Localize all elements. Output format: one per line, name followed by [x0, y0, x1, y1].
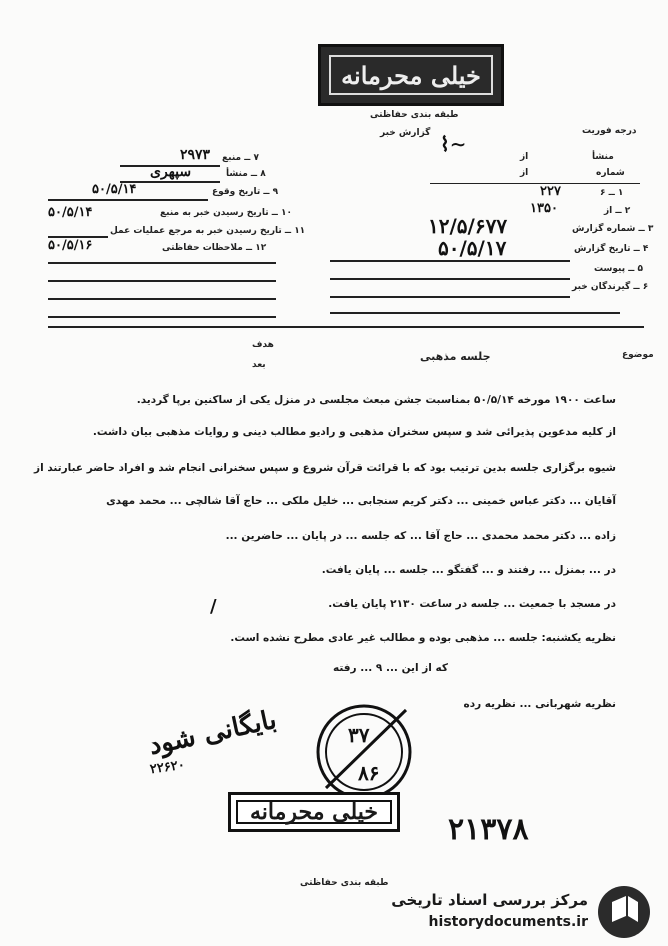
body-line: که از این ... ۹ ... رفته: [333, 662, 448, 674]
field-2-value: ۱۳۵۰: [530, 201, 558, 216]
subject-side-b: بعد: [252, 360, 266, 370]
bottom-stamp-text: خیلی محرمانه: [249, 799, 379, 825]
archive-note: بایگانی شود: [146, 704, 280, 762]
top-secret-stamp: [318, 44, 504, 106]
footer-title: مرکز بررسی اسناد تاریخی: [391, 891, 588, 909]
origin-label: منشأ: [592, 152, 614, 162]
field-4-label: ۴ ــ تاریخ گزارش: [574, 244, 649, 254]
circular-stamp: [312, 700, 416, 804]
divider: [330, 296, 570, 298]
office-line: طبقه بندی حفاظتی: [370, 110, 459, 120]
closing-line: نظریه شهربانی ... نظریه رده: [463, 698, 616, 710]
footer-url[interactable]: historydocuments.ir: [428, 914, 588, 930]
field-4-value: ۵۰/۵/۱۷: [438, 236, 507, 260]
bottom-secret-stamp: [228, 792, 400, 832]
subject-side-a: هدف: [252, 340, 274, 350]
body-line: زاده ... دکتر محمد محمدی ... حاج آقا ... که جلسه ... در پایان ... حاضرین ...: [225, 530, 616, 542]
field-6-label: ۶ ــ گیرندگان خبر: [572, 282, 649, 292]
subject-text: جلسه مذهبی: [420, 350, 491, 363]
body-line: نظریه یکشنبه: جلسه ... مذهبی بوده و مطالب غیر عادی مطرح نشده است.: [230, 632, 616, 644]
field-10-value: ۵۰/۵/۱۴: [48, 205, 93, 220]
divider: [330, 278, 570, 280]
divider: [48, 298, 276, 300]
body-line: آقایان ... دکتر عباس خمینی ... دکتر کریم سنجابی ... خلیل ملکی ... حاج آقا شالچی ... محمد مهدی: [106, 495, 616, 507]
archive-logo-icon: [594, 882, 654, 942]
report-line: گزارش خبر: [380, 128, 431, 138]
check-mark: /: [210, 596, 217, 617]
number-label: شماره: [596, 168, 625, 178]
field-2-label: ۲ ــ از: [604, 206, 631, 216]
field-8-value: سپهری: [150, 164, 192, 180]
field-9-label: ۹ ــ تاریخ وقوع: [212, 187, 279, 197]
divider: [48, 280, 276, 282]
bottom-office-line: طبقه بندی حفاظتی: [300, 878, 389, 888]
field-12-label: ۱۲ ــ ملاحظات حفاظتی: [162, 243, 267, 253]
field-9-value: ۵۰/۵/۱۴: [92, 182, 137, 197]
top-stamp-text: خیلی محرمانه: [341, 60, 481, 90]
divider: [48, 316, 276, 318]
body-line: در مسجد با جمعیت ... جلسه در ساعت ۲۱۳۰ پایان یافت.: [328, 598, 616, 610]
field-3-label: ۳ ــ شماره گزارش: [572, 224, 654, 234]
field-7-value: ۲۹۷۳: [180, 147, 211, 163]
from-label-2: از: [520, 168, 529, 178]
field-1-label: ۱ ــ ۶: [600, 188, 624, 198]
divider: [48, 199, 208, 201]
divider: [330, 260, 570, 262]
divider: [48, 262, 276, 264]
urgency-label: درجه فوریت: [582, 126, 637, 136]
subject-label: موضوع: [622, 350, 654, 360]
field-11-label: ۱۱ ــ تاریخ رسیدن خبر به مرجع عملیات عمل: [110, 226, 306, 236]
field-5-label: ۵ ــ پیوست: [594, 264, 643, 274]
divider: [330, 312, 620, 314]
body-line: ساعت ۱۹۰۰ مورخه ۵۰/۵/۱۴ بمناسبت جشن مبعث مجلسی در منزل یکی از ساکنین برپا گردید.: [136, 394, 616, 406]
header-divider: [48, 326, 644, 328]
body-line: از کلیه مدعوین پذیرائی شد و سپس سخنران مذهبی و رادیو مطالب دینی و روایات مذهبی بیان داشت.: [92, 426, 616, 438]
document-number: ۲۱۳۷۸: [448, 812, 529, 847]
body-line: در ... بمنزل ... رفتند و ... گفتگو ... جلسه ... پایان یافت.: [321, 564, 616, 576]
body-line: شیوه برگزاری جلسه بدین ترتیب بود که با قرائت قرآن شروع و سپس سخنرانی انجام شد و افراد حاضر عبارتند از: [34, 462, 616, 474]
field-8-label: ۸ ــ منشأ: [226, 169, 266, 179]
divider: [430, 183, 640, 184]
field-12-value: ۵۰/۵/۱۶: [48, 238, 93, 253]
signature-mark: ⌇∼: [440, 132, 467, 156]
field-7-label: ۷ ــ منبع: [222, 153, 259, 163]
from-label: از: [520, 152, 529, 162]
archive-number: ۲۲۶۲۰: [149, 757, 186, 778]
field-1-value: ۲۲۷: [540, 184, 561, 199]
field-3-value: ۱۲/۵/۶۷۷: [428, 214, 508, 238]
svg-text:۸۶: ۸۶: [358, 761, 380, 785]
svg-text:۳۷: ۳۷: [348, 723, 370, 747]
field-10-label: ۱۰ ــ تاریخ رسیدن خبر به منبع: [160, 208, 293, 218]
